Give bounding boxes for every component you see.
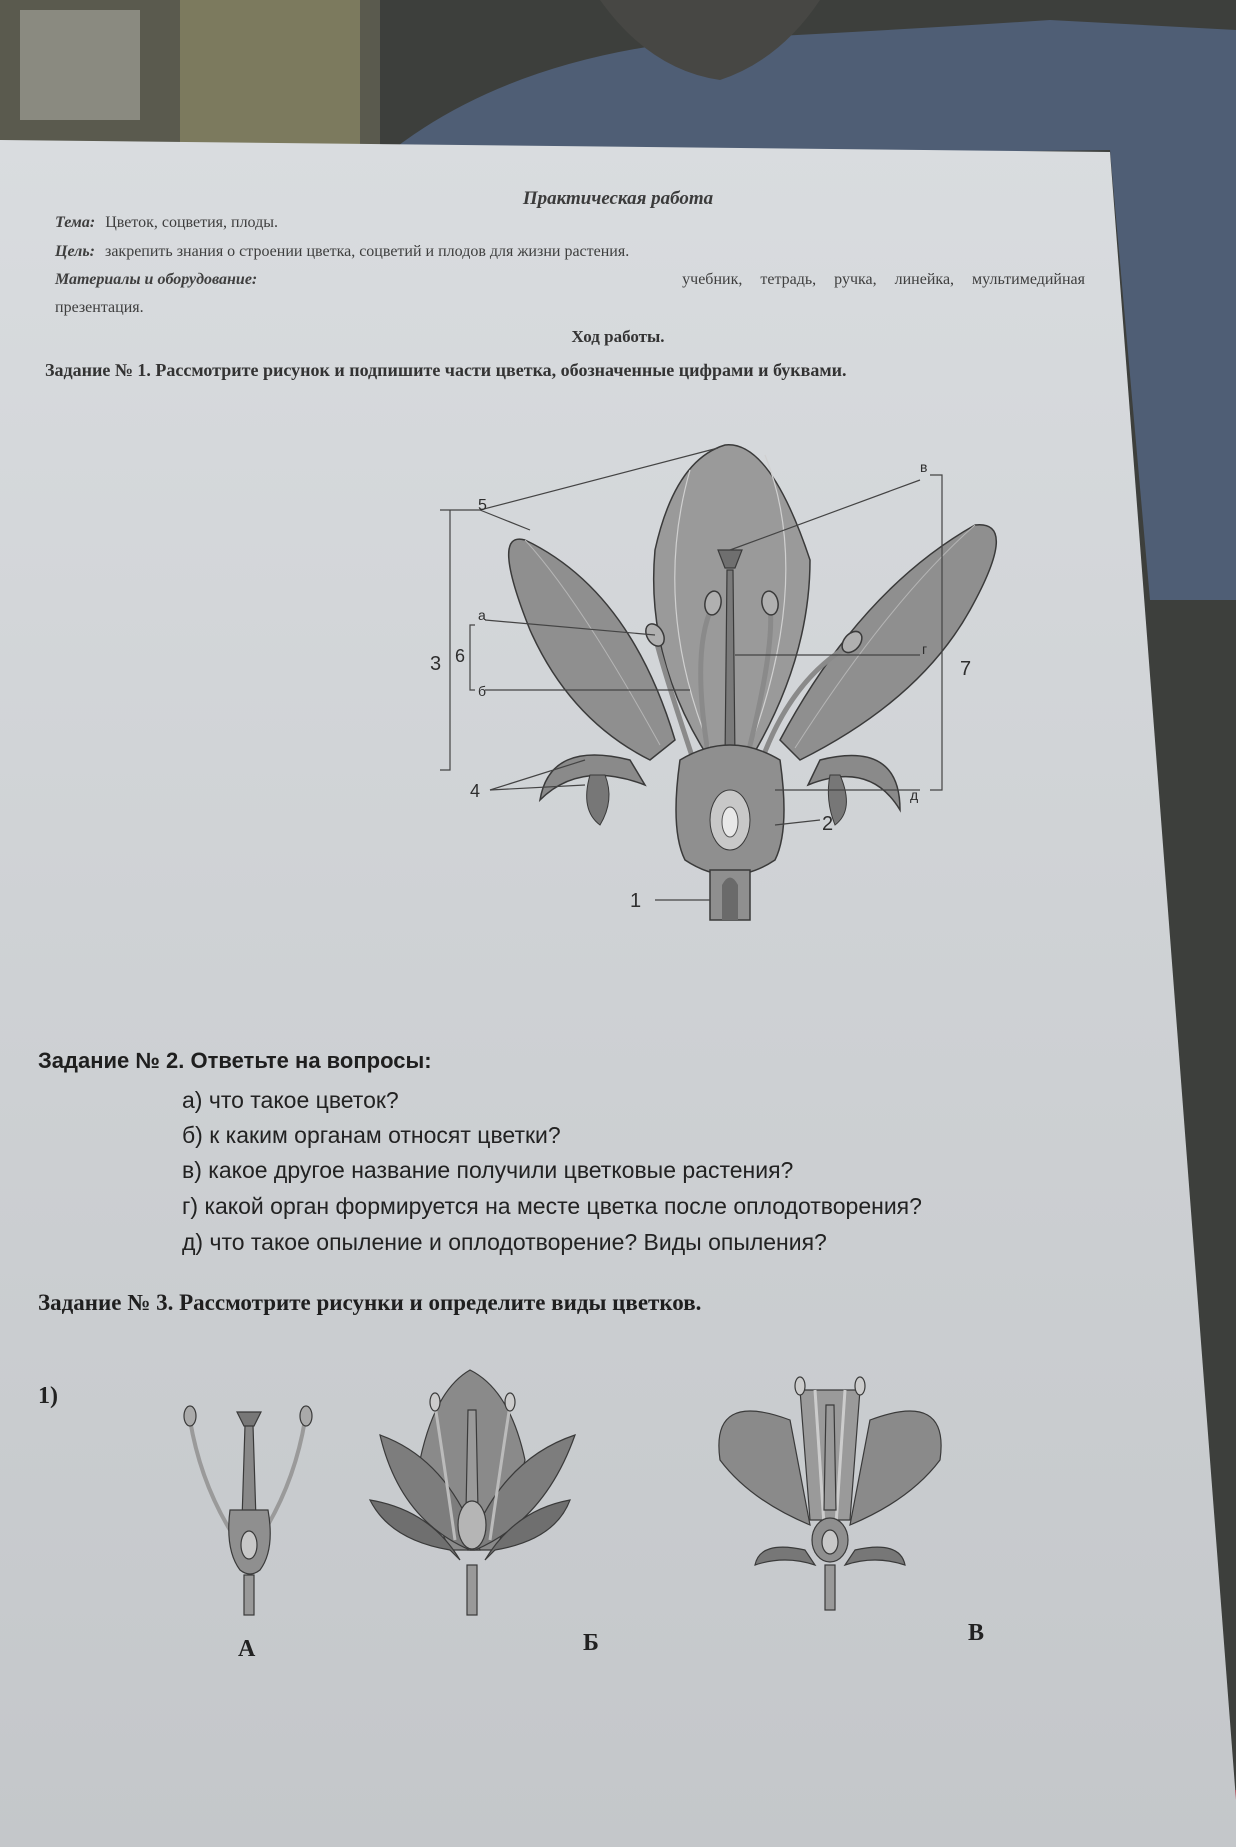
question-a: а) что такое цветок? [182,1087,399,1113]
sepal-right [808,756,900,810]
goal-line [55,243,629,261]
label-d: д [910,787,919,803]
label-6: 6 [455,646,466,666]
question-v: в) какое другое название получили цветковые растения? [182,1157,794,1183]
variant-label-b: Б [583,1630,599,1656]
label-b: б [478,683,487,699]
topic-value: Цветок, соцветия, плоды. [105,214,278,231]
task3-heading: Задание № 3. Рассмотрите рисунки и определите виды цветков. [38,1290,702,1315]
label-5: 5 [478,497,487,514]
pistil-style [725,570,735,760]
label-v: в [920,459,928,475]
flower-structure-diagram [430,430,1050,970]
question-g: г) какой орган формируется на месте цветка после оплодотворения? [182,1193,922,1219]
topic-line [55,214,278,232]
label-1: 1 [630,890,642,912]
task2-heading: Задание № 2. Ответьте на вопросы: [38,1048,432,1073]
materials-value-cont: презентация. [55,299,144,316]
flower-a-illustration [184,1406,312,1615]
petal-right [780,525,996,760]
topic-label: Тема: [55,214,96,231]
materials-label: Материалы и оборудование: [55,271,258,288]
materials-value: учебник, тетрадь, ручка, линейка, мультимедийная [682,271,1085,288]
question-b: б) к каким органам относят цветки? [182,1122,561,1148]
flower-b-illustration [370,1370,575,1615]
page-title: Практическая работа [522,188,714,209]
task1-text: Задание № 1. Рассмотрите рисунок и подпишите части цветка, обозначенные цифрами и буквами. [45,360,847,380]
label-a: а [478,607,486,623]
label-4: 4 [470,781,481,801]
variant-label-v: В [968,1620,985,1646]
flower-c-illustration [719,1377,941,1610]
label-2: 2 [822,813,834,835]
variant-label-a: А [238,1636,256,1662]
flower-types-figure [150,1350,1130,1650]
item-number: 1) [38,1383,58,1409]
label-g: г [922,641,928,657]
materials-line [55,271,1085,289]
progress-heading: Ход работы. [571,327,665,346]
goal-value: закрепить знания о строении цветка, соцветий и плодов для жизни растения. [105,243,630,260]
label-3: 3 [430,653,442,675]
question-d: д) что такое опыление и оплодотворение? Виды опыления? [182,1229,827,1255]
label-7: 7 [960,658,972,680]
goal-label: Цель: [55,243,95,260]
